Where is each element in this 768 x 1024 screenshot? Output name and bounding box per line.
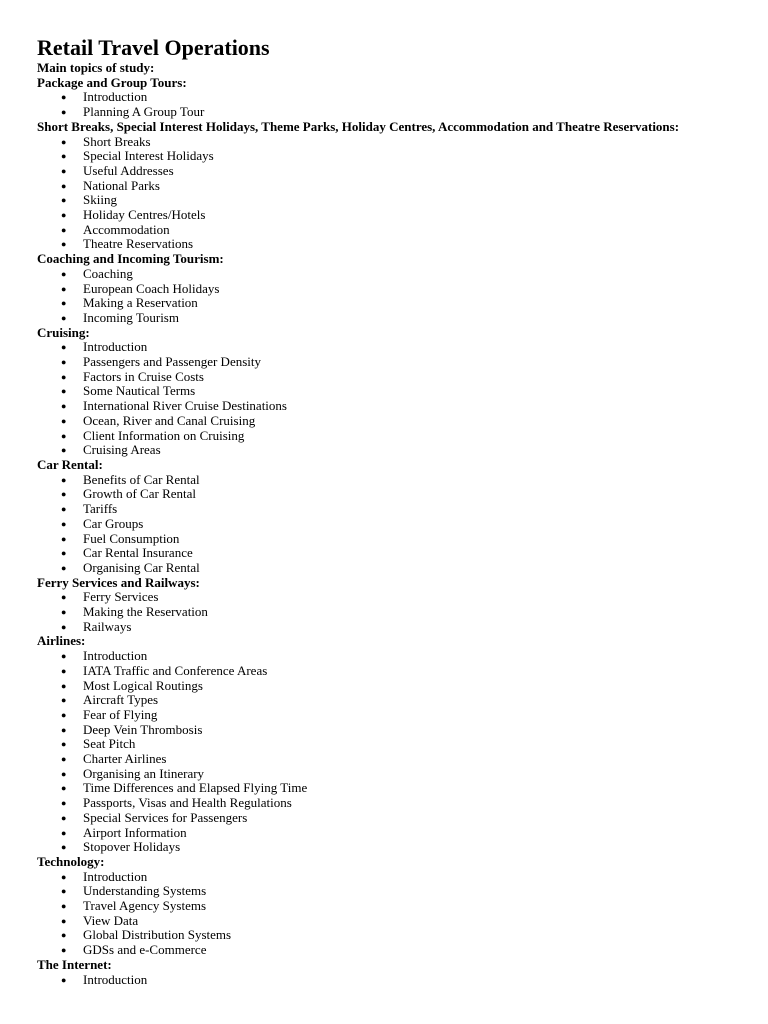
bullet-icon: ● (61, 695, 67, 706)
bullet-icon: ● (61, 680, 67, 691)
list-item (37, 193, 757, 208)
list-item (37, 135, 757, 150)
list-item-label: Fuel Consumption (83, 530, 180, 546)
list-item-label: Most Logical Routings (83, 677, 203, 693)
list-item-label: Global Distribution Systems (83, 927, 232, 943)
bullet-icon: ● (61, 312, 67, 323)
list-item (37, 664, 757, 679)
topic-list (37, 973, 757, 988)
list-item-label: Incoming Tourism (83, 309, 179, 325)
bullet-icon: ● (61, 180, 67, 191)
list-item (37, 282, 757, 297)
section-heading: Cruising: (37, 324, 90, 340)
bullet-icon: ● (61, 268, 67, 279)
bullet-icon: ● (61, 930, 67, 941)
list-item (37, 884, 757, 899)
bullet-icon: ● (61, 430, 67, 441)
list-item (37, 649, 757, 664)
bullet-icon: ● (61, 136, 67, 147)
list-item-label: Cruising Areas (83, 442, 161, 458)
bullet-icon: ● (61, 239, 67, 250)
list-item (37, 370, 757, 385)
list-item (37, 502, 757, 517)
list-item (37, 517, 757, 532)
bullet-icon: ● (61, 974, 67, 985)
list-item-label: Introduction (83, 648, 148, 664)
list-item (37, 826, 757, 841)
document-title: Retail Travel Operations (37, 35, 270, 60)
list-item (37, 208, 757, 223)
topic-list (37, 590, 757, 634)
bullet-icon: ● (61, 283, 67, 294)
list-item (37, 399, 757, 414)
bullet-icon: ● (61, 489, 67, 500)
list-item-label: Car Rental Insurance (83, 545, 193, 561)
list-item-label: Car Groups (83, 515, 144, 531)
list-item-label: Travel Agency Systems (83, 898, 207, 914)
list-item-label: National Parks (83, 177, 160, 193)
bullet-icon: ● (61, 195, 67, 206)
list-item (37, 620, 757, 635)
list-item-label: Useful Addresses (83, 162, 174, 178)
topic-list (37, 90, 757, 119)
bullet-icon: ● (61, 298, 67, 309)
list-item (37, 693, 757, 708)
section-heading: Ferry Services and Railways: (37, 574, 200, 590)
list-item-label: Introduction (83, 971, 148, 987)
list-item (37, 105, 757, 120)
bullet-icon: ● (61, 371, 67, 382)
list-item (37, 179, 757, 194)
list-item (37, 723, 757, 738)
list-item (37, 840, 757, 855)
bullet-icon: ● (61, 798, 67, 809)
bullet-icon: ● (61, 210, 67, 221)
topic-list (37, 870, 757, 958)
section-heading: Technology: (37, 853, 105, 869)
bullet-icon: ● (61, 665, 67, 676)
list-item (37, 708, 757, 723)
list-item-label: Tariffs (83, 501, 118, 517)
list-item (37, 429, 757, 444)
topic-list (37, 135, 757, 253)
topic-list (37, 649, 757, 855)
list-item (37, 590, 757, 605)
list-item (37, 532, 757, 547)
list-item-label: Time Differences and Elapsed Flying Time (83, 780, 308, 796)
bullet-icon: ● (61, 562, 67, 573)
list-item (37, 149, 757, 164)
bullet-icon: ● (61, 754, 67, 765)
document-page (37, 34, 757, 987)
list-item-label: Seat Pitch (83, 736, 136, 752)
list-item-label: Short Breaks (83, 133, 151, 149)
list-item-label: Theatre Reservations (83, 236, 194, 252)
bullet-icon: ● (61, 165, 67, 176)
list-item-label: Introduction (83, 339, 148, 355)
section-heading: Airlines: (37, 633, 86, 649)
list-item-label: Factors in Cruise Costs (83, 368, 204, 384)
bullet-icon: ● (61, 357, 67, 368)
bullet-icon: ● (61, 827, 67, 838)
bullet-icon: ● (61, 92, 67, 103)
list-item (37, 296, 757, 311)
list-item (37, 546, 757, 561)
list-item-label: Aircraft Types (83, 692, 159, 708)
list-item-label: Deep Vein Thrombosis (83, 721, 203, 737)
list-item (37, 943, 757, 958)
list-item-label: Special Services for Passengers (83, 809, 248, 825)
list-item (37, 928, 757, 943)
list-item (37, 973, 757, 988)
list-item-label: Making a Reservation (83, 295, 198, 311)
bullet-icon: ● (61, 548, 67, 559)
list-item-label: Accommodation (83, 221, 170, 237)
list-item-label: Coaching (83, 265, 133, 281)
list-item-label: View Data (83, 912, 139, 928)
list-item-label: Introduction (83, 89, 148, 105)
bullet-icon: ● (61, 151, 67, 162)
list-item (37, 237, 757, 252)
list-item-label: Skiing (83, 192, 117, 208)
list-item (37, 605, 757, 620)
bullet-icon: ● (61, 415, 67, 426)
bullet-icon: ● (61, 812, 67, 823)
list-item-label: Client Information on Cruising (83, 427, 245, 443)
list-item (37, 899, 757, 914)
list-item-label: IATA Traffic and Conference Areas (83, 662, 268, 678)
list-item (37, 914, 757, 929)
list-item (37, 679, 757, 694)
list-item (37, 487, 757, 502)
topic-list (37, 473, 757, 576)
bullet-icon: ● (61, 886, 67, 897)
list-item-label: Introduction (83, 868, 148, 884)
list-item (37, 561, 757, 576)
bullet-icon: ● (61, 445, 67, 456)
bullet-icon: ● (61, 224, 67, 235)
list-item (37, 414, 757, 429)
bullet-icon: ● (61, 768, 67, 779)
document-subtitle: Main topics of study: (37, 60, 155, 75)
section-heading: Car Rental: (37, 456, 103, 472)
list-item-label: Airport Information (83, 824, 187, 840)
section-heading: Coaching and Incoming Tourism: (37, 251, 224, 267)
bullet-icon: ● (61, 621, 67, 632)
list-item (37, 767, 757, 782)
list-item (37, 164, 757, 179)
list-item-label: Special Interest Holidays (83, 148, 214, 164)
bullet-icon: ● (61, 386, 67, 397)
list-item (37, 473, 757, 488)
bullet-icon: ● (61, 871, 67, 882)
list-item-label: Organising an Itinerary (83, 765, 205, 781)
list-item-label: Organising Car Rental (83, 559, 200, 575)
list-item-label: Some Nautical Terms (83, 383, 196, 399)
bullet-icon: ● (61, 401, 67, 412)
bullet-icon: ● (61, 651, 67, 662)
list-item (37, 811, 757, 826)
list-item (37, 223, 757, 238)
bullet-icon: ● (61, 474, 67, 485)
list-item-label: Making the Reservation (83, 604, 208, 620)
list-item-label: Stopover Holidays (83, 839, 181, 855)
list-item-label: Ferry Services (83, 589, 159, 605)
list-item-label: Passports, Visas and Health Regulations (83, 795, 292, 811)
section-heading: Package and Group Tours: (37, 74, 187, 90)
list-item-label: Ocean, River and Canal Cruising (83, 412, 256, 428)
bullet-icon: ● (61, 504, 67, 515)
bullet-icon: ● (61, 592, 67, 603)
bullet-icon: ● (61, 533, 67, 544)
topics-container (37, 76, 757, 988)
topic-list (37, 340, 757, 458)
list-item (37, 781, 757, 796)
list-item (37, 870, 757, 885)
list-item-label: Growth of Car Rental (83, 486, 197, 502)
bullet-icon: ● (61, 724, 67, 735)
section-heading: Short Breaks, Special Interest Holidays, Theme Parks, Holiday Centres, Accommodation and Theatre Reservations: (37, 118, 680, 134)
list-item (37, 796, 757, 811)
bullet-icon: ● (61, 915, 67, 926)
list-item (37, 340, 757, 355)
list-item (37, 267, 757, 282)
list-item-label: European Coach Holidays (83, 280, 220, 296)
list-item-label: GDSs and e-Commerce (83, 942, 207, 958)
list-item (37, 384, 757, 399)
list-item (37, 90, 757, 105)
bullet-icon: ● (61, 901, 67, 912)
bullet-icon: ● (61, 518, 67, 529)
list-item-label: Fear of Flying (83, 706, 158, 722)
list-item (37, 355, 757, 370)
bullet-icon: ● (61, 739, 67, 750)
bullet-icon: ● (61, 342, 67, 353)
bullet-icon: ● (61, 783, 67, 794)
bullet-icon: ● (61, 842, 67, 853)
list-item-label: Planning A Group Tour (83, 104, 205, 120)
bullet-icon: ● (61, 107, 67, 118)
list-item (37, 311, 757, 326)
list-item-label: Passengers and Passenger Density (83, 354, 261, 370)
bullet-icon: ● (61, 709, 67, 720)
list-item-label: Holiday Centres/Hotels (83, 207, 206, 223)
bullet-icon: ● (61, 945, 67, 956)
list-item-label: Benefits of Car Rental (83, 471, 200, 487)
list-item (37, 752, 757, 767)
list-item-label: Railways (83, 618, 132, 634)
list-item (37, 737, 757, 752)
list-item (37, 443, 757, 458)
bullet-icon: ● (61, 607, 67, 618)
list-item-label: Understanding Systems (83, 883, 207, 899)
list-item-label: Charter Airlines (83, 751, 167, 767)
topic-list (37, 267, 757, 326)
list-item-label: International River Cruise Destinations (83, 398, 287, 414)
section-heading: The Internet: (37, 956, 112, 972)
